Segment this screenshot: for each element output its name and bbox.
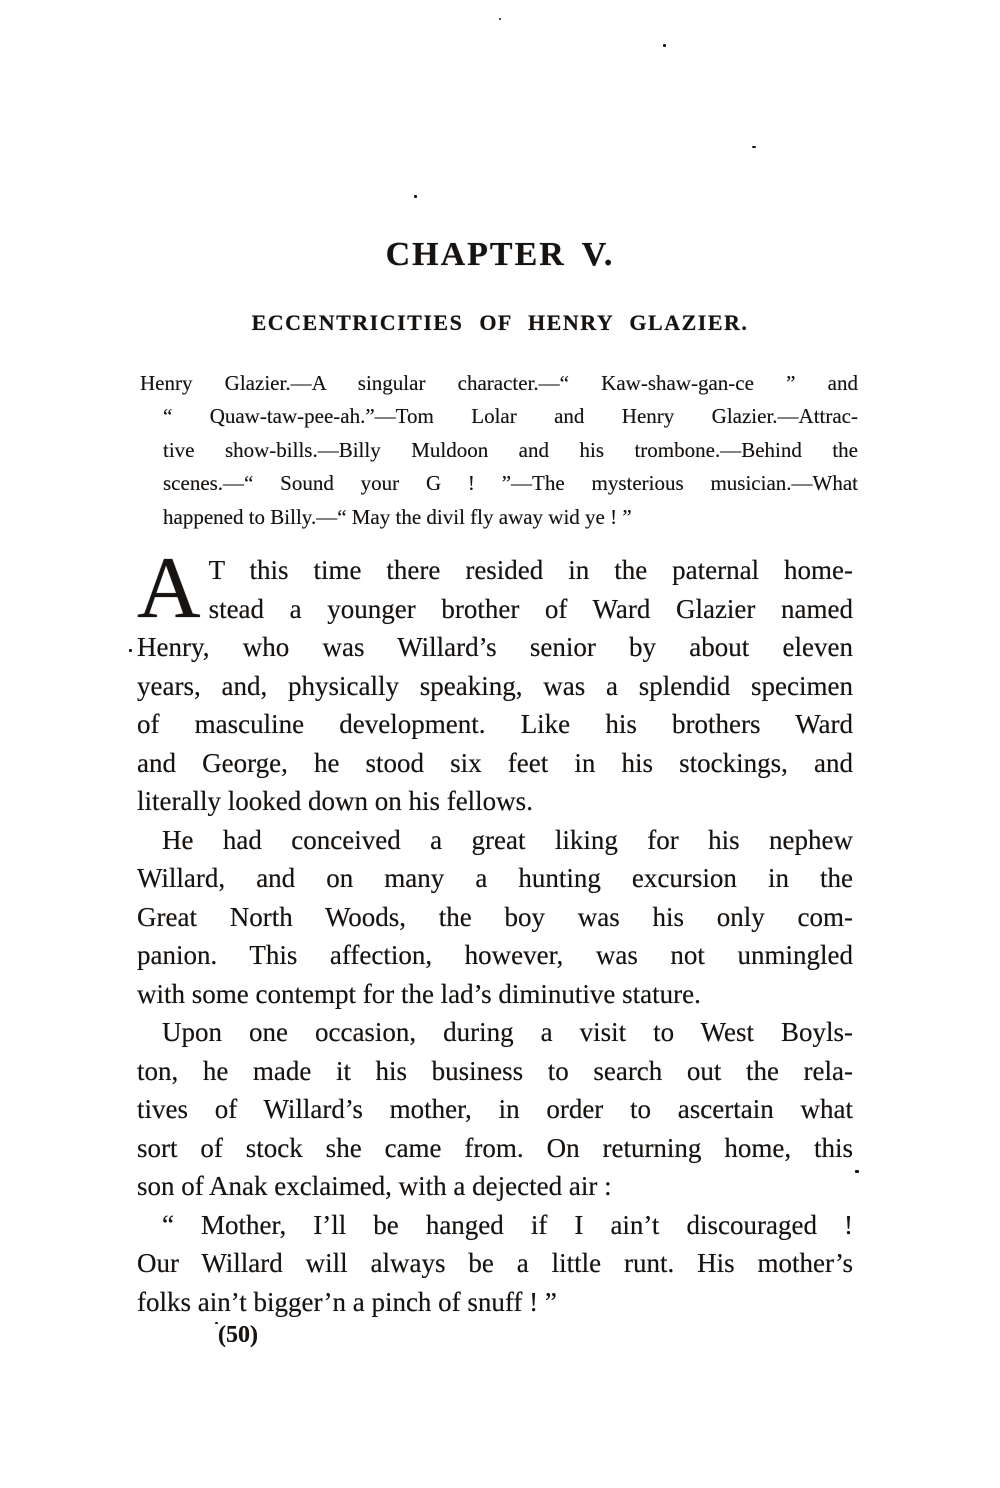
text-line: with some contempt for the lad’s diminutive stature. (137, 978, 701, 1009)
synopsis-line: happened to Billy.—“ May the divil fly away wid ye ! ” (163, 504, 632, 529)
text-line: sort of stock she came from. On returning home, this (137, 1132, 853, 1163)
paragraph (137, 821, 853, 1014)
drop-cap: A (137, 540, 201, 637)
text-line: Henry, who was Willard’s senior by about eleven (137, 632, 853, 662)
page-number: (50) (218, 1322, 258, 1348)
scan-speck (129, 649, 132, 652)
scan-speck (663, 44, 666, 47)
paragraph (137, 1013, 853, 1206)
scan-speck (414, 195, 417, 198)
text-line: T this time there resided in the paternal home- (208, 555, 853, 585)
chapter-title: CHAPTER V. (385, 236, 615, 273)
synopsis-line: tive show-bills.—Billy Muldoon and his trombone.—Behind the (163, 437, 858, 462)
text-line: Upon one occasion, during a visit to West Boyls- (162, 1017, 853, 1047)
text-line: stead a younger brother of Ward Glazier named (208, 593, 853, 624)
text-line: years, and, physically speaking, was a splendid specimen (137, 670, 853, 701)
text-line: son of Anak exclaimed, with a dejected air : (137, 1171, 612, 1201)
scan-speck (855, 1170, 859, 1173)
synopsis-line: Henry Glazier.—A singular character.—“ Kaw-shaw-gan-ce ” and (140, 371, 858, 395)
text-line: ton, he made it his business to search out the rela- (137, 1055, 853, 1086)
text-line: He had conceived a great liking for his nephew (162, 824, 853, 855)
scan-speck (215, 1322, 218, 1324)
body-text (137, 540, 853, 1321)
text-line: literally looked down on his fellows. (137, 786, 533, 816)
paragraph (137, 1206, 853, 1322)
text-line: of masculine development. Like his brothers Ward (137, 709, 853, 739)
chapter-synopsis (140, 367, 858, 534)
section-title: ECCENTRICITIES OF HENRY GLAZIER. (251, 310, 749, 335)
text-line: panion. This affection, however, was not unmingled (137, 940, 853, 970)
text-line: and George, he stood six feet in his stockings, and (137, 747, 853, 778)
scan-speck (499, 18, 501, 20)
text-line: Great North Woods, the boy was his only com- (137, 901, 853, 932)
text-line: Our Willard will always be a little runt. His mother’s (137, 1248, 853, 1278)
text-line: Willard, and on many a hunting excursion in the (137, 863, 853, 893)
text-line: tives of Willard’s mother, in order to ascertain what (137, 1094, 853, 1124)
synopsis-line: “ Quaw-taw-pee-ah.”—Tom Lolar and Henry Glazier.—Attrac- (163, 404, 858, 429)
text-line: “ Mother, I’ll be hanged if I ain’t discouraged ! (162, 1209, 853, 1240)
synopsis-line: scenes.—“ Sound your G ! ”—The mysterious musician.—What (163, 471, 858, 496)
paragraph (137, 540, 853, 821)
text-line: folks ain’t bigger’n a pinch of snuff ! ” (137, 1286, 557, 1317)
scan-speck (752, 146, 756, 148)
